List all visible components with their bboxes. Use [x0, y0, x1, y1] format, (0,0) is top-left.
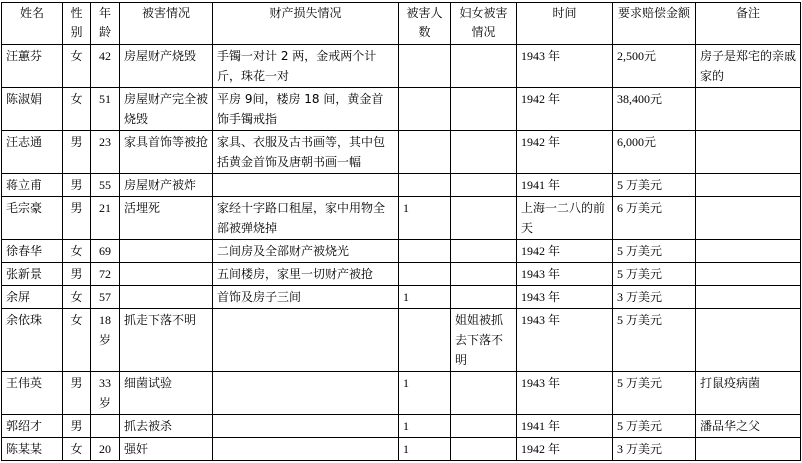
- cell-note: 潘品华之父: [696, 415, 801, 438]
- cell-harm: 家具首饰等被抢: [120, 131, 213, 174]
- cell-time: 1942 年: [517, 240, 613, 263]
- cell-victims: 1: [399, 372, 451, 415]
- table-row: [2, 415, 801, 438]
- cell-amount: 2,500元: [613, 45, 696, 88]
- cell-amount: 6,000元: [613, 131, 696, 174]
- cell-sex: 女: [63, 309, 91, 372]
- cell-property-loss: 五间楼房，家里一切财产被抢: [213, 263, 399, 286]
- cell-note: [696, 286, 801, 309]
- cell-sex: 女: [63, 438, 91, 461]
- cell-name: 毛宗豪: [2, 197, 63, 240]
- cell-amount: 5 万美元: [613, 372, 696, 415]
- header-cell-women-harmed: 妇女被害情况: [451, 3, 517, 45]
- cell-amount: 38,400元: [613, 88, 696, 131]
- cell-note: 房子是郑宅的亲戚家的: [696, 45, 801, 88]
- header-cell-time: 时间: [517, 3, 613, 45]
- cell-women-harmed: [451, 263, 517, 286]
- cell-note: [696, 197, 801, 240]
- table-row: [2, 197, 801, 240]
- cell-property-loss: 手镯一对计 2 两，金戒两个计斤，珠花一对: [213, 45, 399, 88]
- table-row: [2, 88, 801, 131]
- cell-sex: 男: [63, 415, 91, 438]
- cell-victims: 1: [399, 286, 451, 309]
- cell-harm: 房屋财产烧毁: [120, 45, 213, 88]
- header-cell-harm: 被害情况: [120, 3, 213, 45]
- cell-age: 51: [91, 88, 120, 131]
- cell-sex: 男: [63, 197, 91, 240]
- cell-harm: [120, 240, 213, 263]
- cell-time: 1941 年: [517, 415, 613, 438]
- cell-women-harmed: [451, 415, 517, 438]
- cell-name: 汪蕙芬: [2, 45, 63, 88]
- table-row: [2, 372, 801, 415]
- cell-sex: 女: [63, 45, 91, 88]
- cell-name: 张新景: [2, 263, 63, 286]
- cell-victims: [399, 174, 451, 197]
- table-row: [2, 309, 801, 372]
- cell-note: [696, 240, 801, 263]
- cell-note: [696, 438, 801, 461]
- cell-time: 1942 年: [517, 88, 613, 131]
- cell-age: 72: [91, 263, 120, 286]
- cell-harm: [120, 286, 213, 309]
- cell-name: 陈某某: [2, 438, 63, 461]
- cell-time: 1943 年: [517, 372, 613, 415]
- cell-women-harmed: [451, 286, 517, 309]
- cell-women-harmed: [451, 372, 517, 415]
- claims-table: [1, 2, 801, 461]
- cell-age: 21: [91, 197, 120, 240]
- table-row: [2, 286, 801, 309]
- cell-victims: [399, 240, 451, 263]
- cell-property-loss: [213, 438, 399, 461]
- cell-property-loss: 家经十字路口租屋，家中用物全部被弹烧掉: [213, 197, 399, 240]
- cell-harm: 抓去被杀: [120, 415, 213, 438]
- cell-women-harmed: [451, 88, 517, 131]
- cell-age: 18岁: [91, 309, 120, 372]
- cell-victims: [399, 263, 451, 286]
- cell-age: 42: [91, 45, 120, 88]
- cell-name: 蒋立甫: [2, 174, 63, 197]
- header-cell-amount: 要求赔偿金额: [613, 3, 696, 45]
- cell-women-harmed: [451, 197, 517, 240]
- cell-sex: 女: [63, 286, 91, 309]
- cell-name: 王伟英: [2, 372, 63, 415]
- cell-name: 徐春华: [2, 240, 63, 263]
- cell-age: 23: [91, 131, 120, 174]
- header-cell-sex: 性别: [63, 3, 91, 45]
- cell-amount: 6 万美元: [613, 197, 696, 240]
- cell-time: 1943 年: [517, 309, 613, 372]
- cell-time: 1941 年: [517, 174, 613, 197]
- cell-time: 1942 年: [517, 438, 613, 461]
- cell-property-loss: 二间房及全部财产被烧光: [213, 240, 399, 263]
- table-row: [2, 438, 801, 461]
- cell-women-harmed: [451, 45, 517, 88]
- cell-sex: 女: [63, 88, 91, 131]
- cell-sex: 男: [63, 263, 91, 286]
- cell-amount: 5 万美元: [613, 174, 696, 197]
- cell-victims: [399, 45, 451, 88]
- cell-name: 余屏: [2, 286, 63, 309]
- cell-property-loss: [213, 372, 399, 415]
- cell-time: 1942 年: [517, 131, 613, 174]
- cell-victims: 1: [399, 197, 451, 240]
- cell-sex: 男: [63, 372, 91, 415]
- cell-women-harmed: 姐姐被抓去下落不明: [451, 309, 517, 372]
- cell-sex: 女: [63, 240, 91, 263]
- cell-victims: 1: [399, 415, 451, 438]
- cell-property-loss: [213, 309, 399, 372]
- cell-age: 20: [91, 438, 120, 461]
- cell-note: [696, 131, 801, 174]
- cell-victims: [399, 88, 451, 131]
- cell-amount: 5 万美元: [613, 263, 696, 286]
- cell-harm: [120, 263, 213, 286]
- header-cell-note: 备注: [696, 3, 801, 45]
- table-header-row: [2, 3, 801, 45]
- cell-age: 57: [91, 286, 120, 309]
- cell-harm: 活埋死: [120, 197, 213, 240]
- cell-amount: 3 万美元: [613, 438, 696, 461]
- cell-harm: 强奸: [120, 438, 213, 461]
- cell-note: [696, 309, 801, 372]
- header-cell-victims: 被害人数: [399, 3, 451, 45]
- cell-harm: 房屋财产完全被烧毁: [120, 88, 213, 131]
- table-row: [2, 240, 801, 263]
- table-row: [2, 45, 801, 88]
- cell-women-harmed: [451, 240, 517, 263]
- cell-property-loss: [213, 174, 399, 197]
- cell-harm: 抓走下落不明: [120, 309, 213, 372]
- cell-property-loss: 首饰及房子三间: [213, 286, 399, 309]
- cell-property-loss: [213, 415, 399, 438]
- cell-women-harmed: [451, 131, 517, 174]
- cell-amount: 5 万美元: [613, 240, 696, 263]
- cell-name: 郭绍才: [2, 415, 63, 438]
- cell-age: [91, 415, 120, 438]
- cell-time: 1943 年: [517, 286, 613, 309]
- cell-property-loss: 平房 9间，楼房 18 间，黄金首饰手镯戒指: [213, 88, 399, 131]
- cell-age: 55: [91, 174, 120, 197]
- cell-victims: [399, 131, 451, 174]
- cell-note: [696, 174, 801, 197]
- cell-harm: 细菌试验: [120, 372, 213, 415]
- cell-women-harmed: [451, 438, 517, 461]
- header-cell-age: 年龄: [91, 3, 120, 45]
- table-row: [2, 263, 801, 286]
- cell-victims: 1: [399, 438, 451, 461]
- cell-name: 陈淑娟: [2, 88, 63, 131]
- cell-note: [696, 88, 801, 131]
- cell-time: 上海一二八的前天: [517, 197, 613, 240]
- cell-sex: 男: [63, 131, 91, 174]
- cell-age: 69: [91, 240, 120, 263]
- cell-victims: [399, 309, 451, 372]
- cell-age: 33岁: [91, 372, 120, 415]
- cell-time: 1943 年: [517, 263, 613, 286]
- cell-women-harmed: [451, 174, 517, 197]
- cell-amount: 5 万美元: [613, 415, 696, 438]
- cell-property-loss: 家具、衣服及古书画等，其中包括黄金首饰及唐朝书画一幅: [213, 131, 399, 174]
- cell-note: 打鼠疫病菌: [696, 372, 801, 415]
- header-cell-property-loss: 财产损失情况: [213, 3, 399, 45]
- cell-sex: 男: [63, 174, 91, 197]
- header-cell-name: 姓名: [2, 3, 63, 45]
- cell-name: 余依珠: [2, 309, 63, 372]
- cell-amount: 3 万美元: [613, 286, 696, 309]
- cell-harm: 房屋财产被炸: [120, 174, 213, 197]
- cell-time: 1943 年: [517, 45, 613, 88]
- table-row: [2, 131, 801, 174]
- table-row: [2, 174, 801, 197]
- cell-note: [696, 263, 801, 286]
- cell-amount: 5 万美元: [613, 309, 696, 372]
- cell-name: 汪志通: [2, 131, 63, 174]
